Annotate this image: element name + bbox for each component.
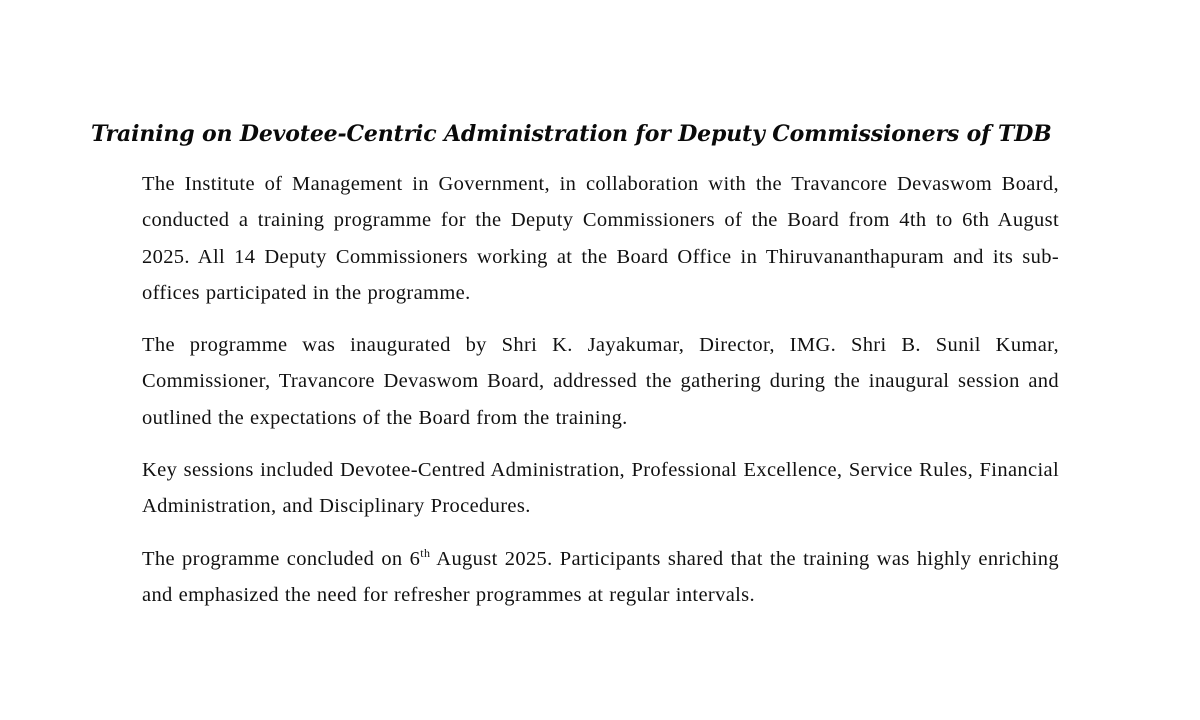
conclusion-text-end: August 2025. Participants shared that the training was highly enriching and emphasized the need for refresher programmes at regular intervals.	[142, 547, 1060, 606]
ordinal-superscript: th	[420, 545, 431, 560]
paragraph-introduction: The Institute of Management in Government, in collaboration with the Travancore Devaswom Board, conducted a training programme for the Deputy Commissioners of the Board from 4th to 6th August 2025. All 14 Deputy Commissioners working at the Board Office in Thiruvananthapuram and its sub-offices participated in the programme.	[142, 173, 1059, 304]
conclusion-text-start: The programme concluded on 6	[142, 547, 421, 570]
paragraph-key-sessions: Key sessions included Devotee-Centred Administration, Professional Excellence, Service Rules, Financial Administration, and Disciplinary Procedures.	[142, 459, 1059, 518]
document-title: Training on Devotee-Centric Administration for Deputy Commissioners of TDB	[91, 121, 1052, 147]
document-body	[142, 166, 1059, 629]
paragraph-conclusion	[142, 541, 1059, 614]
paragraph-inauguration: The programme was inaugurated by Shri K. Jayakumar, Director, IMG. Shri B. Sunil Kumar, Commissioner, Travancore Devaswom Board, addressed the gathering during the inaugural session and outlined the expectations of the Board from the training.	[142, 334, 1059, 429]
